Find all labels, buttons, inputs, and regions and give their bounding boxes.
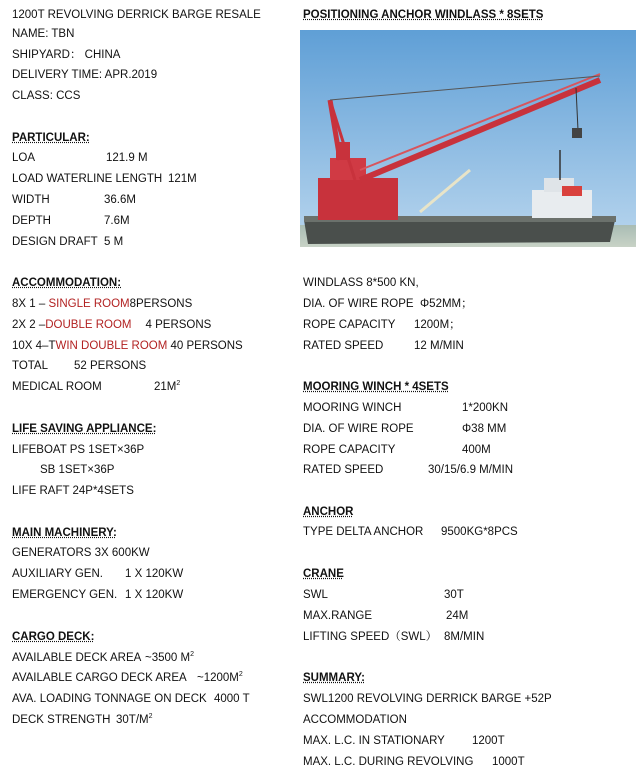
accommodation-twin: 10X 4–TWIN DOUBLE ROOM 40 PERSONS xyxy=(12,340,243,352)
lsa-header: LIFE SAVING APPLIANCE: xyxy=(12,423,157,435)
emg-gen-label: EMERGENCY GEN. xyxy=(12,589,118,601)
medical-value: $21M^2$ xyxy=(154,380,181,393)
liferaft: LIFE RAFT 24P*4SETS xyxy=(12,485,134,497)
mooring-header: MOORING WINCH * 4SETS xyxy=(303,381,449,393)
windlass-wire-dia-value: Φ52MM； xyxy=(420,298,473,310)
lifeboat-sb: SB 1SET×36P xyxy=(40,464,115,476)
class: CLASS: CCS xyxy=(12,90,81,102)
vessel-name: NAME: TBN xyxy=(12,28,75,40)
generators: GENERATORS 3X 600KW xyxy=(12,547,150,559)
deck-area-value: ~3500 $M^2$ xyxy=(145,651,194,664)
aux-gen-label: AUXILIARY GEN. xyxy=(12,568,103,580)
windlass-wire-dia-label: DIA. OF WIRE ROPE xyxy=(303,298,414,310)
mooring-speed-value: 30/15/6.9 M/MIN xyxy=(428,464,514,476)
emg-gen-value: 1 X 120KW xyxy=(125,589,184,601)
mooring-dia-value: Φ38 MM xyxy=(462,423,507,435)
shipyard: SHIPYARD： CHINA xyxy=(12,49,121,61)
draft-value: 5 M xyxy=(104,236,124,248)
windlass-rope-cap-label: ROPE CAPACITY xyxy=(303,319,396,331)
lifeboat-ps: LIFEBOAT PS 1SET×36P xyxy=(12,444,145,456)
stationary-label: MAX. L.C. IN STATIONARY xyxy=(303,735,445,747)
tonnage-label: AVA. LOADING TONNAGE ON DECK xyxy=(12,693,207,705)
accommodation-single: 8X 1 – SINGLE ROOM8PERSONS xyxy=(12,298,193,310)
anchor-header: ANCHOR xyxy=(303,506,354,518)
accommodation-header: ACCOMMODATION: xyxy=(12,277,122,289)
windlass-spec: WINDLASS 8*500 KN, xyxy=(303,277,419,289)
crane-header: CRANE xyxy=(303,568,344,580)
mooring-winch-value: 1*200KN xyxy=(462,402,509,414)
derrick-barge-photo xyxy=(300,30,636,247)
strength-label: DECK STRENGTH xyxy=(12,714,111,726)
stationary-value: 1200T xyxy=(472,735,505,747)
total-label: TOTAL xyxy=(12,360,48,372)
cargo-area-label: AVAILABLE CARGO DECK AREA xyxy=(12,672,187,684)
cargo-header: CARGO DECK: xyxy=(12,631,95,643)
mooring-dia-label: DIA. OF WIRE ROPE xyxy=(303,423,414,435)
windlass-rope-cap-value: 1200M； xyxy=(414,319,461,331)
crane-swl-value: 30T xyxy=(444,589,464,601)
cargo-area-value: $\sim 1200M^2$ xyxy=(197,671,243,684)
doc-title: 1200T REVOLVING DERRICK BARGE RESALE xyxy=(12,9,261,21)
windlass-header: POSITIONING ANCHOR WINDLASS * 8SETS xyxy=(303,9,544,21)
crane-range-label: MAX.RANGE xyxy=(303,610,373,622)
mooring-cap-value: 400M xyxy=(462,444,491,456)
depth-label: DEPTH xyxy=(12,215,51,227)
windlass-speed-value: 12 M/MIN xyxy=(414,340,464,352)
mooring-winch-label: MOORING WINCH xyxy=(303,402,402,414)
depth-value: 7.6M xyxy=(104,215,130,227)
anchor-type: TYPE DELTA ANCHOR xyxy=(303,526,424,538)
revolving-value: 1000T xyxy=(492,756,525,768)
width-label: WIDTH xyxy=(12,194,50,206)
accommodation-double: 2X 2 –DOUBLE ROOM 4 PERSONS xyxy=(12,319,212,331)
tonnage-value: 4000 T xyxy=(214,693,250,705)
lwl-value: 121M xyxy=(168,173,197,185)
loa-value: 121.9 M xyxy=(106,152,148,164)
windlass-speed-label: RATED SPEED xyxy=(303,340,384,352)
draft-label: DESIGN DRAFT xyxy=(12,236,98,248)
revolving-label: MAX. L.C. DURING REVOLVING xyxy=(303,756,474,768)
summary-line-2: ACCOMMODATION xyxy=(303,714,407,726)
delivery-time: DELIVERY TIME: APR.2019 xyxy=(12,69,158,81)
lwl-label: LOAD WATERLINE LENGTH xyxy=(12,173,163,185)
strength-value: $30T/M^2$ xyxy=(116,713,153,726)
aux-gen-value: 1 X 120KW xyxy=(125,568,184,580)
particular-header: PARTICULAR: xyxy=(12,132,90,144)
crane-lift-value: 8M/MIN xyxy=(444,631,485,643)
anchor-value: 9500KG*8PCS xyxy=(441,526,518,538)
summary-header: SUMMARY: xyxy=(303,672,365,684)
mooring-cap-label: ROPE CAPACITY xyxy=(303,444,396,456)
medical-label: MEDICAL ROOM xyxy=(12,381,102,393)
loa-label: LOA xyxy=(12,152,36,164)
machinery-header: MAIN MACHINERY: xyxy=(12,527,117,539)
mooring-speed-label: RATED SPEED xyxy=(303,464,384,476)
total-value: 52 PERSONS xyxy=(74,360,147,372)
crane-range-value: 24M xyxy=(446,610,469,622)
width-value: 36.6M xyxy=(104,194,136,206)
crane-swl-label: SWL xyxy=(303,589,328,601)
deck-area-label: AVAILABLE DECK AREA xyxy=(12,652,142,664)
summary-line-1: SWL1200 REVOLVING DERRICK BARGE +52P xyxy=(303,693,552,705)
crane-lift-label: LIFTING SPEED（SWL） xyxy=(303,631,438,643)
